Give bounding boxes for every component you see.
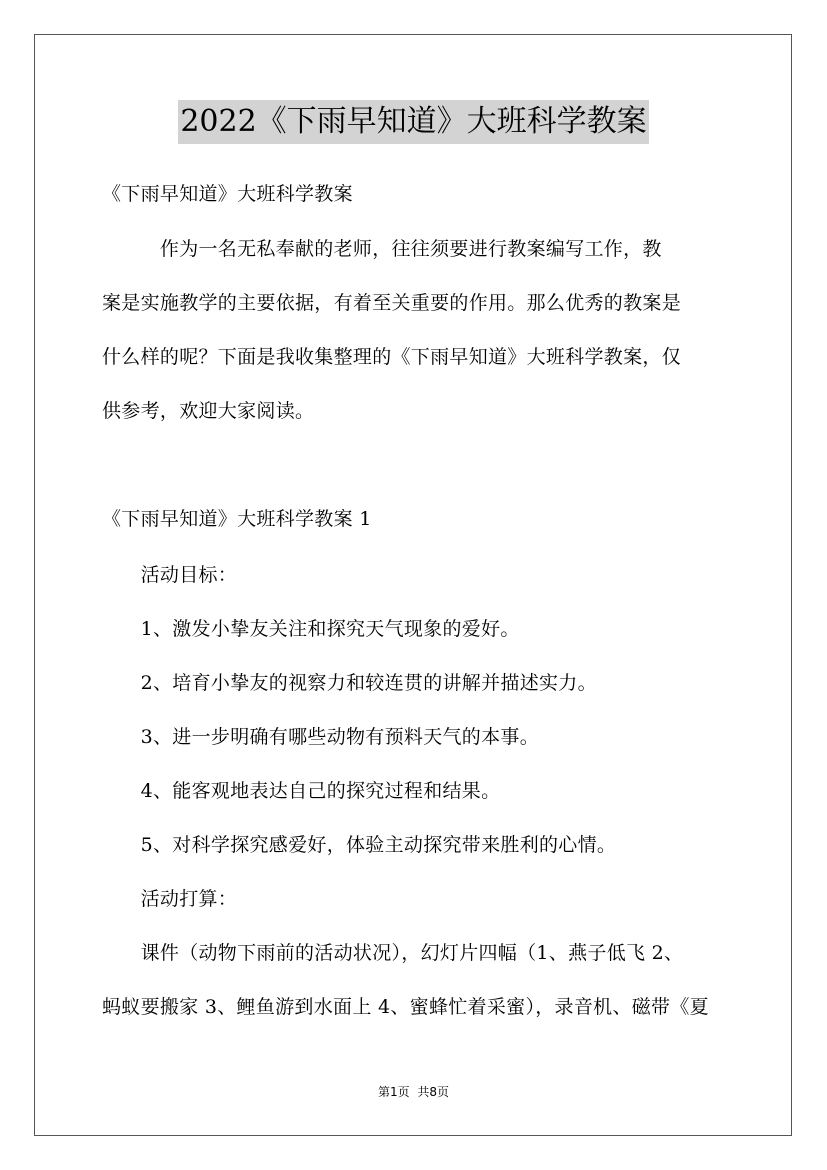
doc-line: 《下雨早知道》大班科学教案	[102, 183, 353, 205]
doc-line: 活动打算：	[102, 888, 238, 910]
doc-line: 案是实施教学的主要依据，有着至关重要的作用。那么优秀的教案是	[102, 292, 682, 314]
page-total: 共8页	[417, 1085, 450, 1099]
document-title: 2022《下雨早知道》大班科学教案	[178, 100, 648, 144]
doc-line: 1、激发小挚友关注和探究天气现象的爱好。	[102, 618, 520, 640]
doc-line: 活动目标：	[102, 564, 238, 586]
doc-line: 什么样的呢？下面是我收集整理的《下雨早知道》大班科学教案，仅	[102, 346, 682, 368]
doc-line: 供参考，欢迎大家阅读。	[102, 400, 315, 422]
doc-line: 《下雨早知道》大班科学教案 1	[102, 508, 372, 530]
page-number: 第1页	[377, 1085, 410, 1099]
doc-line: 2、培育小挚友的视察力和较连贯的讲解并描述实力。	[102, 672, 597, 694]
doc-line: 3、进一步明确有哪些动物有预料天气的本事。	[102, 726, 539, 748]
doc-line: 课件（动物下雨前的活动状况），幻灯片四幅（1、燕子低飞 2、	[102, 942, 684, 964]
title-container	[0, 100, 827, 144]
doc-line: 4、能客观地表达自己的探究过程和结果。	[102, 780, 501, 802]
doc-line: 蚂蚁要搬家 3、鲤鱼游到水面上 4、蜜蜂忙着采蜜），录音机、磁带《夏	[102, 996, 709, 1018]
doc-line: 5、对科学探究感爱好，体验主动探究带来胜利的心情。	[102, 834, 617, 856]
doc-line: 作为一名无私奉献的老师，往往须要进行教案编写工作，教	[102, 238, 662, 260]
page-footer	[0, 1083, 827, 1100]
